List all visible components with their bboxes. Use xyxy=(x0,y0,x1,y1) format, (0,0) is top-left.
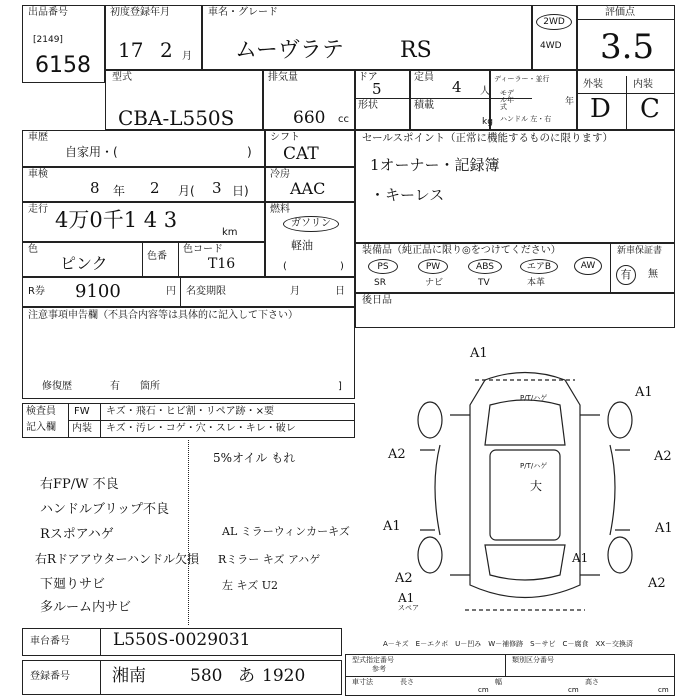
fuel-other-open: ( xyxy=(283,261,287,272)
remark-5: 下廻りサビ xyxy=(40,577,106,592)
load-unit: kg xyxy=(482,117,493,127)
inspection-box xyxy=(22,167,265,202)
meigi-label: 名変期限 xyxy=(186,286,226,297)
interior-grade: C xyxy=(640,94,660,124)
equip-leather: 本革 xyxy=(527,278,546,288)
diagram-code-2: A1 xyxy=(635,385,653,400)
remark-3: Rスポアハゲ xyxy=(40,527,114,542)
rear-left-wheel xyxy=(418,537,442,573)
fuel-gasoline: ガソリン xyxy=(283,216,339,232)
diagram-code-1: A1 xyxy=(470,346,488,361)
diagram-code-5: A1 xyxy=(383,519,401,534)
width-label: 幅 xyxy=(495,678,502,686)
fuel-diesel: 軽油 xyxy=(291,239,313,252)
capacity-label: 定員 xyxy=(414,72,434,83)
equip-ps: PS xyxy=(368,259,398,274)
name-label: 車名・グレード xyxy=(208,7,278,18)
mileage-unit: km xyxy=(222,227,238,238)
first-reg-label: 初度登録年月 xyxy=(110,7,170,18)
meigi-day-unit: 日 xyxy=(335,286,345,297)
drive-4wd: 4WD xyxy=(540,41,562,51)
rear-label: 後日品 xyxy=(362,295,392,306)
fuel-label: 燃料 xyxy=(270,204,290,215)
car-body-outline xyxy=(470,373,580,598)
inspection-day-unit: 日) xyxy=(232,184,249,198)
model-value: CBA-L550S xyxy=(118,106,235,130)
registration-number: 1920 xyxy=(262,666,306,686)
lot-code: [2149] xyxy=(33,35,63,45)
width-unit: cm xyxy=(568,686,579,694)
equip-abs: ABS xyxy=(468,259,502,274)
diagram-code-3: A2 xyxy=(388,447,406,462)
equip-navi: ナビ xyxy=(425,278,444,288)
score-label: 評価点 xyxy=(605,7,635,18)
history-value: 自家用・( xyxy=(65,145,118,159)
sales-item-1: 1オーナー・記録簿 xyxy=(370,156,500,174)
interior-label: 内装 xyxy=(633,79,653,90)
equip-sr: SR xyxy=(374,278,386,288)
model-label: 型式 xyxy=(112,72,132,83)
equip-aw: AW xyxy=(574,257,602,275)
registration-class: 580 xyxy=(190,666,223,686)
diagram-code-9: A1 xyxy=(398,591,415,605)
type-label: 型式指定番号 xyxy=(352,656,394,664)
remark-right-3: Rミラー キズ アハゲ xyxy=(218,553,321,566)
interior-items: キズ・汚レ・コゲ・穴・スレ・キレ・破レ xyxy=(106,423,296,434)
fw-label: FW xyxy=(74,406,90,417)
exterior-grade: D xyxy=(590,94,611,124)
first-reg-year: 17 xyxy=(118,38,144,62)
mileage-value: 4万0千1 4 3 xyxy=(55,208,178,232)
notes-label: 注意事項申告欄（不具合内容等は具体的に記入して下さい） xyxy=(28,310,298,321)
inspector-label-1: 検査員 xyxy=(26,406,56,417)
equipment-label: 装備品（純正品に限り◎をつけてください） xyxy=(362,245,561,256)
handle-label: ハンドル 左・右 xyxy=(500,115,552,123)
door-label: ドア xyxy=(358,72,378,83)
month-unit: 月 xyxy=(182,51,192,62)
height-label: 高さ xyxy=(585,678,599,686)
model-year-label: モデル年式 xyxy=(500,89,514,111)
diagram-legend: A－キズ E－エクボ U－凹み W－補修跡 S－サビ C－腐食 XX－交換済 xyxy=(383,640,634,648)
shift-label: シフト xyxy=(270,132,300,143)
recycle-label: R券 xyxy=(28,286,45,297)
meigi-month-unit: 月 xyxy=(290,286,300,297)
recycle-unit: 円 xyxy=(166,286,176,297)
chassis-label: 車台番号 xyxy=(30,636,70,647)
displacement-unit: cc xyxy=(338,114,349,125)
warranty-no: 無 xyxy=(648,269,658,280)
inspection-month: 2 xyxy=(150,179,160,197)
history-box xyxy=(22,130,265,167)
remark-1: 右FP/W 不良 xyxy=(40,477,119,492)
first-reg-month: 2 xyxy=(160,38,173,62)
door-value: 5 xyxy=(372,80,382,98)
height-unit: cm xyxy=(658,686,669,694)
rear-right-wheel xyxy=(608,537,632,573)
color-code: T16 xyxy=(208,256,236,272)
sales-label: セールスポイント（正常に機能するものに限ります） xyxy=(362,132,614,144)
color-code-label: 色コード xyxy=(183,244,223,255)
capacity-unit: 人 xyxy=(480,86,490,97)
diagram-code-10: A1 xyxy=(572,551,589,565)
diagram-note-1: P/T/ハゲ xyxy=(520,394,548,402)
recycle-value: 9100 xyxy=(75,281,121,302)
inspection-year: 8 xyxy=(90,179,100,197)
diagram-spoiler: スペア xyxy=(398,604,419,612)
shift-value: CAT xyxy=(283,144,319,164)
displacement-value: 660 xyxy=(293,108,326,128)
color-label: 色 xyxy=(28,244,38,255)
remark-right-2: AL ミラーウィンカーキズ xyxy=(222,525,350,538)
lot-number: 6158 xyxy=(35,53,91,78)
warranty-yes: 有 xyxy=(616,265,636,285)
fw-items: キズ・飛石・ヒビ割・リペア跡・×要 xyxy=(106,406,274,417)
aircon-value: AAC xyxy=(290,179,326,198)
registration-kana: あ xyxy=(238,666,255,686)
remark-6: 多ルーム内サビ xyxy=(40,600,132,615)
load-label: 積載 xyxy=(414,100,434,111)
diagram-note-3: 大 xyxy=(530,479,543,493)
chassis-value: L550S-0029031 xyxy=(113,630,251,650)
score-value: 3.5 xyxy=(600,27,655,67)
car-name: ムーヴラテ xyxy=(235,38,344,63)
grade: RS xyxy=(400,38,432,63)
diagram-note-2: P/T/ハゲ xyxy=(520,462,548,470)
rear-box xyxy=(355,293,675,328)
class-label: 類別区分番号 xyxy=(512,656,554,664)
model-year-unit: 年 xyxy=(565,97,575,107)
equip-tv: TV xyxy=(478,278,490,288)
length-label: 長さ xyxy=(400,678,414,686)
inspection-year-unit: 年 xyxy=(113,184,126,198)
remark-right-1: 5%オイル もれ xyxy=(213,451,296,465)
registration-area: 湘南 xyxy=(112,666,146,686)
windshield xyxy=(485,400,565,445)
inspection-label: 車検 xyxy=(28,169,48,180)
repair-close: ] xyxy=(338,381,342,392)
repair-value: 有 xyxy=(110,381,120,392)
fuel-other-close: ) xyxy=(340,261,344,272)
remark-right-4: 左 キズ U2 xyxy=(222,579,279,592)
repair-label: 修復歴 xyxy=(42,381,72,392)
remark-4: 右Rドアアウターハンドル欠損 xyxy=(35,552,199,566)
rear-window xyxy=(485,545,565,580)
length-unit: cm xyxy=(478,686,489,694)
equip-pw: PW xyxy=(418,259,448,274)
equip-airbag: エアB xyxy=(520,259,558,274)
shape-label: 形状 xyxy=(358,100,378,111)
registration-label: 登録番号 xyxy=(30,671,70,682)
diagram-code-4: A2 xyxy=(654,449,672,464)
diagram-code-6: A1 xyxy=(655,521,673,536)
type-ref: 参考 xyxy=(372,665,386,673)
color-number-label: 色番 xyxy=(147,251,167,262)
capacity-value: 4 xyxy=(452,78,462,96)
inspector-label-2: 記入欄 xyxy=(26,422,56,433)
history-label: 車歴 xyxy=(28,132,48,143)
drive-2wd: 2WD xyxy=(536,14,572,30)
repair-place: 箇所 xyxy=(140,381,160,392)
warranty-label: 新車保証書 xyxy=(617,246,663,256)
lot-label: 出品番号 xyxy=(28,7,68,18)
size-label: 車寸法 xyxy=(352,678,373,686)
dealer-label: ディーラー・並行 xyxy=(494,75,550,83)
aircon-label: 冷房 xyxy=(270,169,290,180)
interior-items-label: 内装 xyxy=(72,423,92,434)
history-close: ) xyxy=(247,145,252,159)
diagram-code-8: A2 xyxy=(648,576,666,591)
sales-item-2: ・キーレス xyxy=(370,186,445,204)
displacement-label: 排気量 xyxy=(268,72,298,83)
front-right-wheel xyxy=(608,402,632,438)
front-left-wheel xyxy=(418,402,442,438)
color-value: ピンク xyxy=(60,254,108,273)
footer-box xyxy=(345,654,675,696)
inspection-month-unit: 月( xyxy=(178,184,195,198)
mileage-label: 走行 xyxy=(28,204,48,215)
exterior-label: 外装 xyxy=(583,79,603,90)
remark-2: ハンドルブリップ不良 xyxy=(40,502,169,517)
inspection-day: 3 xyxy=(212,179,222,197)
diagram-code-7: A2 xyxy=(395,571,413,586)
